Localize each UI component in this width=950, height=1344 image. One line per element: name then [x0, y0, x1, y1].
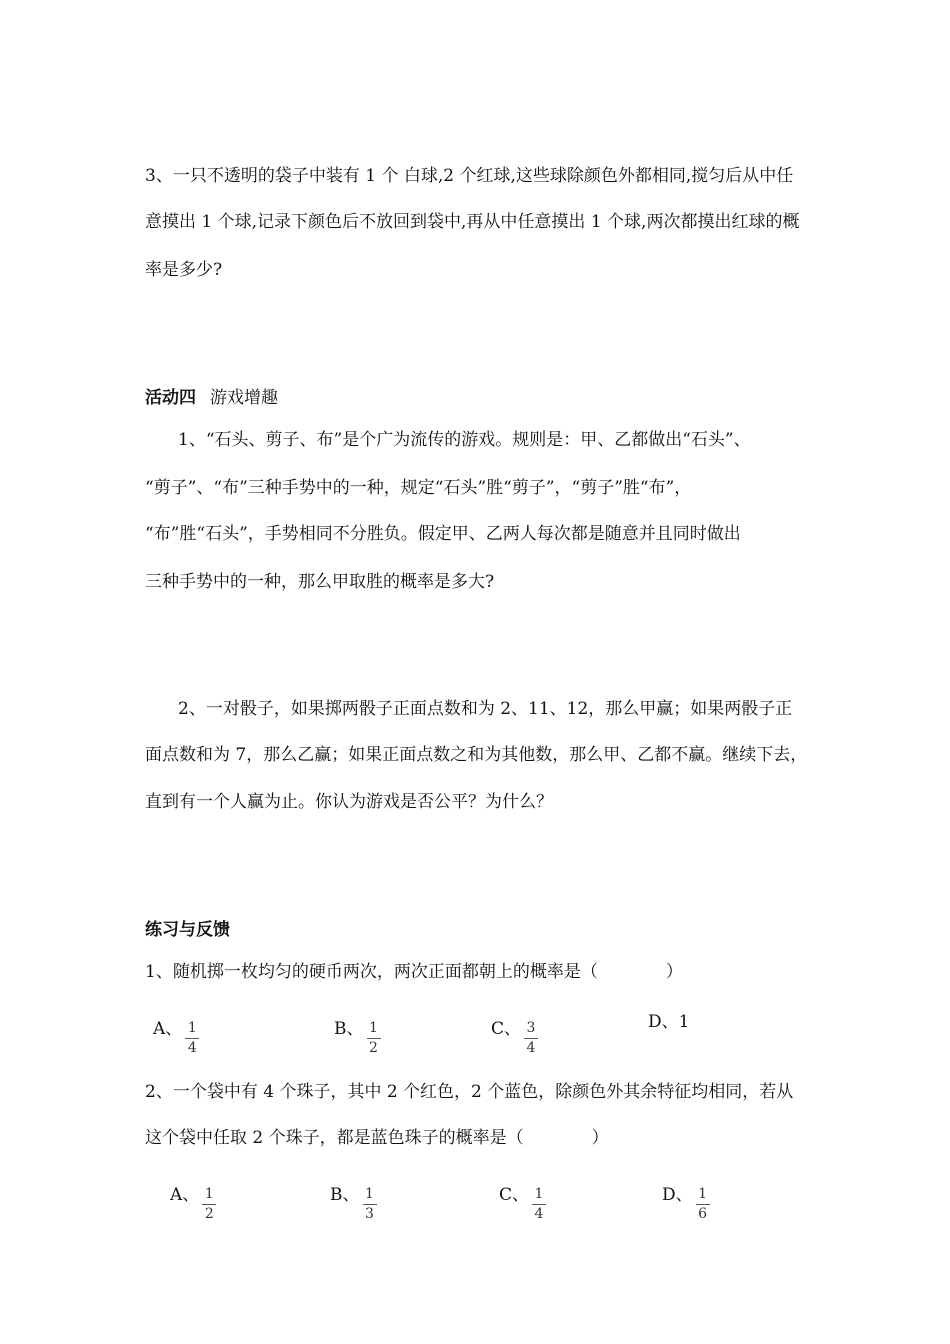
- activity4-heading: [145, 386, 278, 410]
- q2-option-c-label: C、: [499, 1184, 530, 1205]
- activity4-p1-line-1: 1、“石头、剪子、布”是个广为流传的游戏。规则是：甲、乙都做出“石头”、: [178, 430, 751, 450]
- q2-option-d-denominator: 6: [698, 1206, 708, 1222]
- q1-option-b-denominator: 2: [369, 1040, 378, 1056]
- q1-option-a-fraction: [185, 1020, 199, 1057]
- q2-option-a-label: A、: [170, 1184, 200, 1205]
- q1-option-b-numerator: 1: [369, 1020, 378, 1036]
- q2-option-c: [499, 1176, 546, 1222]
- q2-option-c-fraction: [532, 1186, 546, 1223]
- q2-option-b: [330, 1176, 377, 1222]
- q1-option-c: [491, 1010, 538, 1056]
- q2-option-b-numerator: 1: [365, 1186, 374, 1202]
- activity4-title: 活动四: [145, 388, 196, 408]
- q1-option-c-numerator: 3: [526, 1020, 536, 1036]
- q2-option-c-denominator: 4: [534, 1206, 544, 1222]
- practice-q2-line-1: 2、一个袋中有 4 个珠子，其中 2 个红色，2 个蓝色，除颜色外其余特征均相同，若从: [145, 1082, 794, 1102]
- q1-option-a: [153, 1010, 199, 1056]
- q2-option-d-fraction: [696, 1186, 710, 1223]
- fraction-bar: [202, 1204, 216, 1205]
- q3-line-3: 率是多少?: [145, 260, 223, 280]
- practice-heading: 练习与反馈: [145, 920, 230, 940]
- q1-option-d-label: D、1: [648, 1012, 690, 1032]
- q1-option-a-label: A、: [153, 1018, 183, 1039]
- q1-option-b: [334, 1010, 381, 1056]
- q2-option-a-denominator: 2: [204, 1206, 214, 1222]
- q2-option-b-fraction: [363, 1186, 377, 1223]
- q2-option-a-fraction: [202, 1186, 216, 1223]
- fraction-bar: [696, 1204, 710, 1205]
- practice-q1-text: 1、随机掷一枚均匀的硬币两次，两次正面都朝上的概率是（ ）: [145, 962, 683, 982]
- q3-line-2: 意摸出 1 个球,记录下颜色后不放回到袋中,再从中任意摸出 1 个球,两次都摸出红球的概: [145, 212, 800, 232]
- fraction-bar: [363, 1204, 377, 1205]
- q1-option-b-fraction: [367, 1020, 381, 1057]
- q1-option-c-denominator: 4: [526, 1040, 536, 1056]
- q1-option-c-label: C、: [491, 1018, 522, 1039]
- q2-option-d: [662, 1176, 710, 1222]
- q2-option-d-label: D、: [662, 1184, 693, 1205]
- activity4-p1-line-3: “布”胜“石头”，手势相同不分胜负。假定甲、乙两人每次都是随意并且同时做出: [145, 524, 741, 544]
- fraction-bar: [367, 1038, 381, 1039]
- fraction-bar: [532, 1204, 546, 1205]
- q1-option-a-numerator: 1: [187, 1020, 197, 1036]
- q1-option-d: [648, 1010, 689, 1034]
- q2-option-a: [170, 1176, 216, 1222]
- activity4-p2-line-1: 2、一对骰子，如果掷两骰子正面点数和为 2、11、12，那么甲赢；如果两骰子正: [178, 699, 793, 719]
- fraction-bar: [185, 1038, 199, 1039]
- q2-option-c-numerator: 1: [534, 1186, 544, 1202]
- q2-option-b-label: B、: [330, 1184, 360, 1205]
- q1-option-a-denominator: 4: [187, 1040, 197, 1056]
- q3-line-1: 3、一只不透明的袋子中装有 1 个 白球,2 个红球,这些球除颜色外都相同,搅匀后从中任: [145, 166, 794, 186]
- q2-option-b-denominator: 3: [365, 1206, 374, 1222]
- activity4-p2-line-2: 面点数和为 7，那么乙赢；如果正面点数之和为其他数，那么甲、乙都不赢。继续下去，: [145, 745, 808, 765]
- practice-q2-line-2: 这个袋中任取 2 个珠子，都是蓝色珠子的概率是（ ）: [145, 1128, 609, 1148]
- q1-option-c-fraction: [524, 1020, 538, 1057]
- activity4-p2-line-3: 直到有一个人赢为止。你认为游戏是否公平？为什么？: [145, 792, 553, 812]
- activity4-p1-line-4: 三种手势中的一种，那么甲取胜的概率是多大?: [145, 572, 495, 592]
- fraction-bar: [524, 1038, 538, 1039]
- activity4-subtitle: 游戏增趣: [210, 388, 278, 408]
- q1-option-b-label: B、: [334, 1018, 364, 1039]
- q2-option-d-numerator: 1: [698, 1186, 708, 1202]
- activity4-p1-line-2: “剪子”、“布”三种手势中的一种，规定“石头”胜“剪子”，“剪子”胜“布”，: [145, 478, 692, 498]
- q2-option-a-numerator: 1: [204, 1186, 214, 1202]
